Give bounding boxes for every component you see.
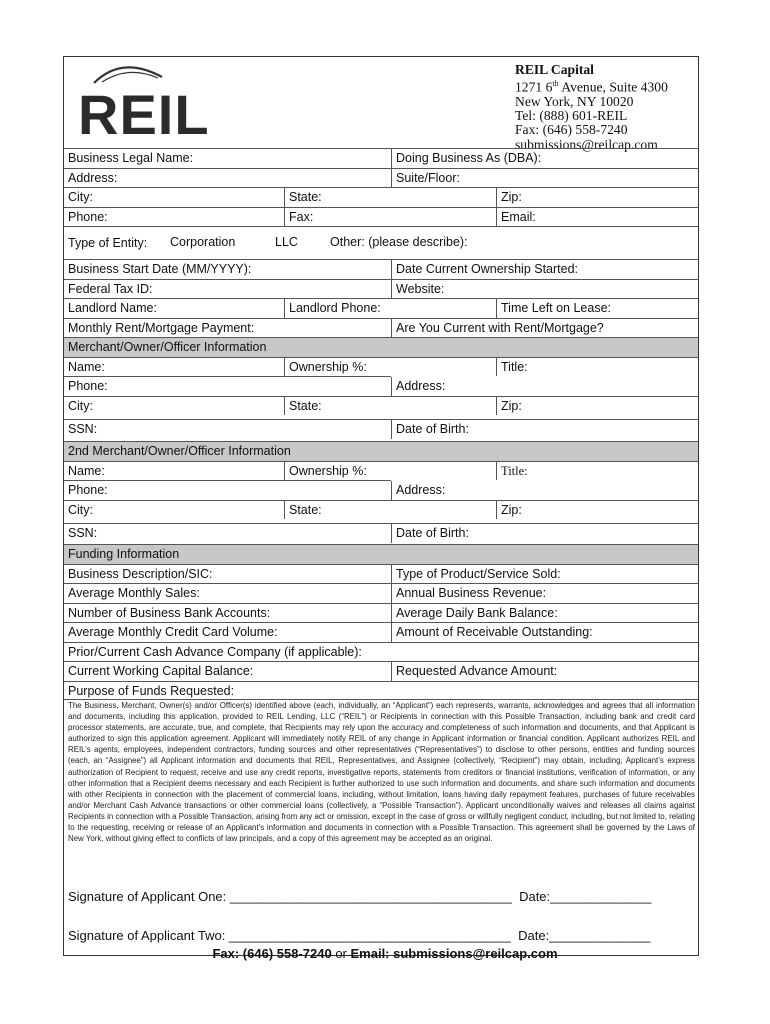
- footer-email[interactable]: Email: submissions@reilcap.com: [350, 946, 558, 961]
- annual-revenue-field[interactable]: Annual Business Revenue:: [391, 583, 698, 603]
- phone-field[interactable]: Phone:: [64, 207, 284, 227]
- form-row: [64, 259, 698, 279]
- prior-mca-field[interactable]: Prior/Current Cash Advance Company (if applicable):: [64, 642, 698, 662]
- owner1-dob-field[interactable]: Date of Birth:: [391, 419, 698, 439]
- owner1-zip-field[interactable]: Zip:: [496, 396, 698, 416]
- monthly-rent-field[interactable]: Monthly Rent/Mortgage Payment:: [64, 318, 391, 338]
- company-address-line2: New York, NY 10020: [515, 93, 634, 109]
- form-row: [64, 681, 698, 701]
- avg-monthly-sales-field[interactable]: Average Monthly Sales:: [64, 583, 391, 603]
- business-legal-name-field[interactable]: Business Legal Name:: [64, 148, 391, 168]
- form-row: [64, 279, 698, 299]
- form-row: [64, 337, 698, 357]
- company-name: REIL Capital: [515, 62, 594, 77]
- owner1-name-field[interactable]: Name:: [64, 357, 284, 377]
- owner1-title-field[interactable]: Title:: [496, 357, 698, 377]
- footer-or: or: [331, 946, 351, 961]
- form-row: [64, 168, 698, 188]
- form-row: [64, 318, 698, 338]
- date-ownership-field[interactable]: Date Current Ownership Started:: [391, 259, 698, 279]
- website-field[interactable]: Website:: [391, 279, 698, 299]
- owner2-zip-field[interactable]: Zip:: [496, 500, 698, 520]
- owner2-city-field[interactable]: City:: [64, 500, 284, 520]
- form-row: [64, 622, 698, 642]
- signature-applicant-one-line[interactable]: Signature of Applicant One: _______________________________________ Date:______________: [68, 889, 652, 904]
- owner2-phone-field[interactable]: Phone:: [64, 480, 391, 500]
- city-field[interactable]: City:: [64, 187, 284, 207]
- form-row: [64, 298, 698, 318]
- receivable-outstanding-field[interactable]: Amount of Receivable Outstanding:: [391, 622, 698, 642]
- form-row: [64, 419, 698, 439]
- avg-cc-volume-field[interactable]: Average Monthly Credit Card Volume:: [64, 622, 391, 642]
- owner2-ownership-field[interactable]: Ownership %:: [284, 461, 496, 481]
- owner2-ssn-field[interactable]: SSN:: [64, 523, 391, 543]
- type-of-entity-label: Type of Entity:: [68, 236, 148, 250]
- landlord-name-field[interactable]: Landlord Name:: [64, 298, 284, 318]
- form-row: [64, 207, 698, 227]
- owner1-city-field[interactable]: City:: [64, 396, 284, 416]
- current-rent-field[interactable]: Are You Current with Rent/Mortgage?: [391, 318, 698, 338]
- product-type-field[interactable]: Type of Product/Service Sold:: [391, 564, 698, 584]
- requested-amount-field[interactable]: Requested Advance Amount:: [391, 661, 698, 681]
- logo-text: REIL: [78, 83, 210, 146]
- dba-field[interactable]: Doing Business As (DBA):: [391, 148, 698, 168]
- federal-tax-id-field[interactable]: Federal Tax ID:: [64, 279, 391, 299]
- form-row: [64, 661, 698, 681]
- owner1-state-field[interactable]: State:: [284, 396, 496, 416]
- signature-applicant-two-line[interactable]: Signature of Applicant Two: _______________________________________ Date:______________: [68, 928, 651, 943]
- fax-field[interactable]: Fax:: [284, 207, 496, 227]
- footer-fax: Fax: (646) 558-7240: [212, 946, 332, 961]
- business-description-field[interactable]: Business Description/SIC:: [64, 564, 391, 584]
- funding-section-header: Funding Information: [64, 544, 698, 564]
- form-row: [64, 583, 698, 603]
- company-info: [515, 63, 668, 152]
- form-row: [64, 500, 698, 520]
- owner1-ownership-field[interactable]: Ownership %:: [284, 357, 496, 377]
- suite-floor-field[interactable]: Suite/Floor:: [391, 168, 698, 188]
- zip-field[interactable]: Zip:: [496, 187, 698, 207]
- form-row: [64, 480, 698, 500]
- company-fax: Fax: (646) 558-7240: [515, 122, 628, 138]
- legal-disclaimer: The Business, Merchant, Owner(s) and/or Officer(s) identified above (each, individually, an “Applicant”) each represents, warrants, acknowledges and agrees that all information and documents, including this application, provided to REIL Lending, LLC (“REIL”) or Recipients in connection with this Possible Transaction, including bank and credit card processor statements, are accurate, true, and complete, that Recipients may rely upon the accuracy and completeness of such information and documents, and that Applicant is authorized to sign this application agreement. Applicant will immediately notify REIL of any change in Applicant information or financial condition. Applicant authorizes REIL and REIL’s agents, employees, independent contractors, funding sources and other representatives (“Representatives”) to disclose to other persons, entities and funding sources (each, an “Assignee”) all Applicant information and documents that REIL, Representatives, and Assignee (collectively, “Recipient”) may obtain, including, Applicant’s express authorization of Recipient to request, receive and use any credit reports, investigative reports, statements from creditors or financial institutions, verification of information, or any other information that a Recipient deems necessary and each Recipient is further authorized to use such information and documents, and share such information and documents with other Recipients in connection with the placement of commercial loans, including, without limitation, loans having daily repayment features, purchases of future receivables and/or Merchant Cash Advance transactions or other commercial loans (collectively, a “Possible Transaction”). Applicant unconditionally waives and releases all claims against Recipients in connection with a Possible Transaction, arising from any act or omission, except in the case of gross or willfully negligent conduct, including, but not limited to, relating to the requesting, receiving or release of an Applicant’s information and documents in connection with a Possible Transaction. This agreement shall be governed by the Laws of New York, without giving effect to conflicts of law principals, and a copy of this agreement may be accepted as an original.: [68, 701, 695, 844]
- state-field[interactable]: State:: [284, 187, 496, 207]
- form-row: [64, 564, 698, 584]
- form-row: [64, 544, 698, 564]
- owner1-ssn-field[interactable]: SSN:: [64, 419, 391, 439]
- application-form: [63, 56, 699, 956]
- form-row: [64, 441, 698, 461]
- form-row: [64, 642, 698, 662]
- reil-logo: [72, 61, 210, 146]
- purpose-of-funds-field[interactable]: Purpose of Funds Requested:: [64, 681, 698, 701]
- owner2-dob-field[interactable]: Date of Birth:: [391, 523, 698, 543]
- footer-contact: [0, 946, 770, 961]
- company-email: submissions@reilcap.com: [515, 136, 658, 152]
- avg-daily-balance-field[interactable]: Average Daily Bank Balance:: [391, 603, 698, 623]
- company-tel: Tel: (888) 601-REIL: [515, 108, 628, 124]
- num-bank-accounts-field[interactable]: Number of Business Bank Accounts:: [64, 603, 391, 623]
- form-row: [64, 148, 698, 168]
- working-capital-field[interactable]: Current Working Capital Balance:: [64, 661, 391, 681]
- form-row: [64, 523, 698, 543]
- owner2-name-field[interactable]: Name:: [64, 461, 284, 481]
- llc-option[interactable]: LLC: [275, 235, 298, 249]
- form-row: [64, 376, 698, 396]
- other-option[interactable]: Other: (please describe):: [330, 235, 468, 249]
- owner2-state-field[interactable]: State:: [284, 500, 496, 520]
- landlord-phone-field[interactable]: Landlord Phone:: [284, 298, 496, 318]
- form-row: [64, 187, 698, 207]
- owner2-title-field[interactable]: Title:: [496, 461, 698, 481]
- owner1-section-header: Merchant/Owner/Officer Information: [64, 337, 698, 357]
- form-row: [64, 396, 698, 416]
- owner1-address-field[interactable]: Address:: [391, 377, 698, 397]
- owner2-address-field[interactable]: Address:: [391, 481, 698, 501]
- time-left-lease-field[interactable]: Time Left on Lease:: [496, 298, 698, 318]
- corporation-option[interactable]: Corporation: [170, 235, 236, 249]
- email-field[interactable]: Email:: [496, 207, 698, 227]
- form-row-entity: [64, 226, 698, 259]
- owner2-section-header: 2nd Merchant/Owner/Officer Information: [64, 441, 698, 461]
- form-row: [64, 357, 698, 377]
- address-field[interactable]: Address:: [64, 168, 391, 188]
- owner1-phone-field[interactable]: Phone:: [64, 376, 391, 396]
- form-row: [64, 603, 698, 623]
- form-row: [64, 461, 698, 481]
- company-address-line1: 1271 6th Avenue, Suite 4300: [515, 79, 668, 95]
- business-start-date-field[interactable]: Business Start Date (MM/YYYY):: [64, 259, 391, 279]
